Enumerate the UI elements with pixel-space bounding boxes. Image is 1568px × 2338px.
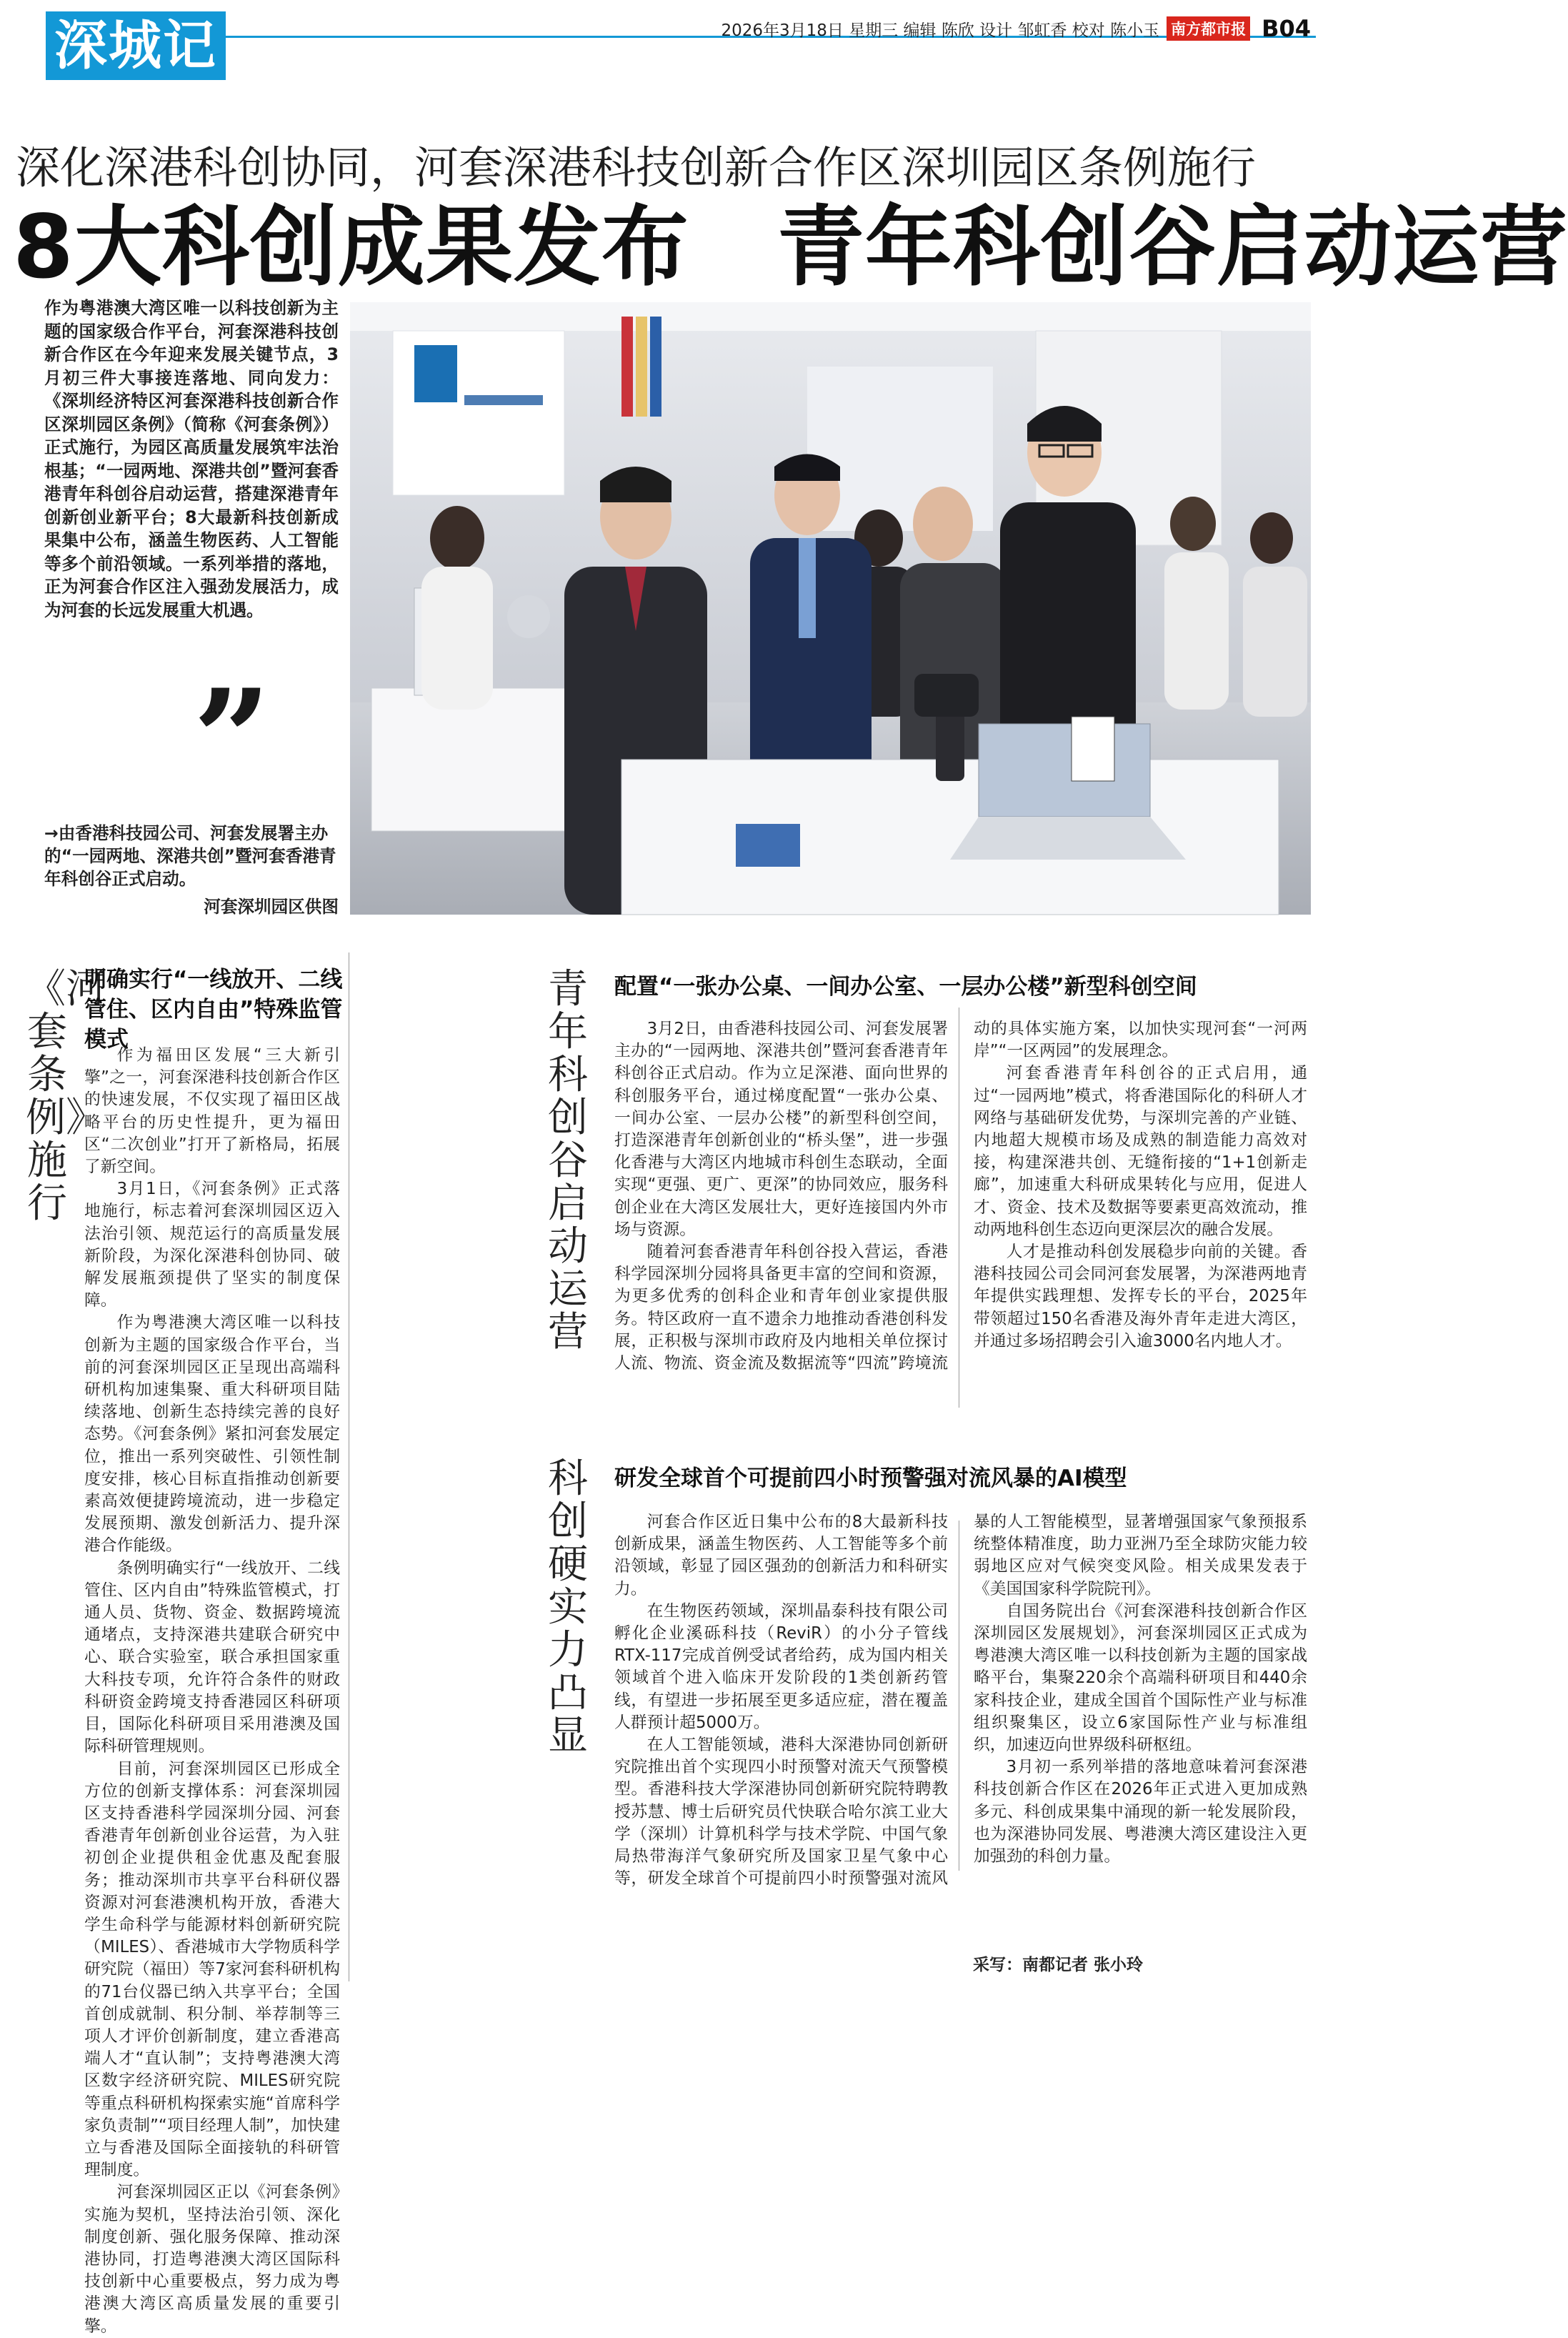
paragraph: 河套香港青年科创谷的正式启用，通过“一园两地”模式，将香港国际化的科研人才网络与基础研发优势，与深圳完善的产业链、内地超大规模市场及成熟的制造能力高效对接，构建深港共创、无缝衔接的“1+1创新走廊”，加速重大科研成果转化与应用，促进人才、资金、技术及数据等要素更高效流动，推动两地科创生态迈向更深层次的融合发展。 — [974, 1064, 1307, 1239]
paper-logo: 南方都市报 — [1167, 16, 1250, 41]
paragraph: 作为福田区发展“三大新引擎”之一，河套深港科技创新合作区的快速发展，不仅实现了福田区战略平台的历史性提升，更为福田区“二次创业”打开了新格局，拓展了新空间。 — [84, 1046, 340, 1177]
section-title: 明确实行“一线放开、二线管住、区内自由”特殊监管模式 — [84, 967, 343, 1053]
section-title: 配置“一张办公桌、一间办公室、一层办公楼”新型科创空间 — [614, 974, 1197, 1000]
side-label: 《河套条例》施行 — [26, 966, 106, 1227]
paragraph: 3月初一系列举措的落地意味着河套深港科技创新合作区在2026年正式进入更加成熟多元、科创成果集中涌现的新一轮发展阶段，也为深港协同发展、粤港澳大湾区建设注入更加强劲的科创力量。 — [974, 1758, 1307, 1866]
paragraph: 目前，河套深圳园区已形成全方位的创新支撑体系：河套深圳园区支持香港科学园深圳分园、河套香港青年创新创业谷运营，为入驻初创企业提供租金优惠及配套服务；推动深圳市共享平台科研仪器资源对河套港澳机构开放，香港大学生命科学与能源材料创新研究院（MILES）、香港城市大学物质科学研究院（福田）等7家河套科研机构的71台仪器已纳入共享平台；全国首创成就制、积分制、举荐制等三项人才评价创新制度，建立香港高端人才“直认制”；支持粤港澳大湾区数字经济研究院、MILES研究院等重点科研机构探索实施“首席科学家负责制”“项目经理人制”，加快建立与香港及国际全面接轨的科研管理制度。 — [84, 1759, 340, 2180]
photo-credit: 河套深圳园区供图 — [204, 897, 339, 917]
paragraph: 3月1日，《河套条例》正式落地施行，标志着河套深圳园区迈入法治引领、规范运行的高质量发展新阶段，为深化深港科创协同、破解发展瓶颈提供了坚实的制度保障。 — [84, 1180, 340, 1310]
section-tag: 深城记 — [46, 11, 226, 80]
paragraph: 作为粤港澳大湾区唯一以科技创新为主题的国家级合作平台，当前的河套深圳园区正呈现出高端科研机构加速集聚、重大科研项目陆续落地、创新生态持续完善的良好态势。《河套条例》紧扣河套发展定位，推出一系列突破性、引领性制度安排，核心目标直指推动创新要素高效便捷跨境流动，进一步稳定发展预期、激发创新活力、提升深港合作能级。 — [84, 1313, 340, 1556]
quote-mark-icon: ” — [193, 660, 257, 819]
paragraph: 人才是推动科创发展稳步向前的关键。香港科技园公司会同河套发展署，为深港两地青年提供实践理想、发挥专长的平台，2025年带领超过150名香港及海外青年走进大湾区，并通过多场招聘会引入逾3000名内地人才。 — [974, 1243, 1307, 1350]
headline: 8大科创成果发布 青年科创谷启动运营 — [13, 197, 1568, 298]
header-meta — [721, 14, 1311, 43]
section-title: 研发全球首个可提前四小时预警强对流风暴的AI模型 — [614, 1466, 1127, 1491]
side-label: 青年科创谷启动运营 — [548, 966, 588, 1355]
side-label: 科创硬实力凸显 — [548, 1456, 588, 1759]
paragraph: 河套合作区近日集中公布的8大最新科技创新成果，涵盖生物医药、人工智能等多个前沿领域，彰显了园区强劲的创新活力和科研实力。 — [614, 1513, 948, 1598]
byline: 采写：南都记者 张小玲 — [973, 1956, 1144, 1974]
news-photo — [350, 302, 1311, 915]
paragraph: 3月2日，由香港科技园公司、河套发展署主办的“一园两地、深港共创”暨河套香港青年科创谷正式启动。作为立足深港、面向世界的科创服务平台，通过梯度配置“一张办公桌、一间办公室、一层办公楼”的新型科创空间，打造深港青年创新创业的“桥头堡”，进一步强化香港与大湾区内地城市科创生态联动，全面实现“更强、更广、更深”的协同效应，服务科创企业在大湾区发展壮大，更好连接国内外市场与资源。 — [614, 1020, 948, 1239]
paragraph: 随着河套香港青年科创谷投入营运，香港科学园深圳分园将具备更丰富的空间和资源，为更多优秀的创科企业和青年创业家提供服务。特区政府一直不遗余力地推动香港创科发展，正积极与深圳市政府及内地相关单位探讨人流、物流、资金流及数据流等“四流”跨境流动的具体实施方案，以加快实现河套“一河两岸”“一区两园”的发展理念。 — [614, 1020, 1307, 1373]
paragraph: 在生物医药领域，深圳晶泰科技有限公司孵化企业溪砾科技（ReviR）的小分子管线RTX-117完成首例受试者给药，成为国内相关领域首个进入临床开发阶段的1类创新药管线，有望进一步拓展至更多适应症，潜在覆盖人群预计超5000万。 — [614, 1601, 948, 1732]
paragraph: 自国务院出台《河套深港科技创新合作区深圳园区发展规划》，河套深圳园区正式成为粤港澳大湾区唯一以科技创新为主题的国家战略平台，集聚220余个高端科研项目和440余家科技企业，建成全国首个国际性产业与标准组织聚集区，设立6家国际性产业与标准组织，加速迈向世界级科研枢纽。 — [974, 1601, 1307, 1755]
issue-meta: 2026年3月18日 星期三 编辑 陈欣 设计 邹虹香 校对 陈小玉 — [721, 21, 1160, 40]
article-columns — [614, 1511, 1307, 1919]
paragraph: 河套深圳园区正以《河套条例》实施为契机，坚持法治引领、深化制度创新、强化服务保障、推动深港协同，打造粤港澳大湾区国际科技创新中心重要极点，努力成为粤港澳大湾区高质量发展的重要引擎。 — [84, 2183, 340, 2336]
article-columns — [614, 1018, 1307, 1418]
subheadline: 深化深港科创协同，河套深港科技创新合作区深圳园区条例施行 — [16, 141, 1257, 194]
article-column — [84, 1045, 340, 2338]
page-number: B04 — [1262, 15, 1311, 42]
paragraph: 在人工智能领域，港科大深港协同创新研究院推出首个实现四小时预警对流天气预警模型。香港科技大学深港协同创新研究院特聘教授苏慧、博士后研究员代快联合哈尔滨工业大学（深圳）计算机科学与技术学院、中国气象局热带海洋气象研究所及国家卫星气象中心等，研发全球首个可提前四小时预警强对流风暴的人工智能模型，显著增强国家气象预报系统整体精准度，助力亚洲乃至全球防灾能力较弱地区应对气候突变风险。相关成果发表于《美国国家科学院院刊》。 — [614, 1513, 1307, 1889]
lead-paragraph: 作为粤港澳大湾区唯一以科技创新为主题的国家级合作平台，河套深港科技创新合作区在今年迎来发展关键节点，3月初三件大事接连落地、同向发力：《深圳经济特区河套深港科技创新合作区深圳园区条例》（简称《河套条例》）正式施行，为园区高质量发展筑牢法治根基；“一园两地、深港共创”暨河套香港青年科创谷启动运营，搭建深港青年创新创业新平台；8大最新科技创新成果集中公布，涵盖生物医药、人工智能等多个前沿领域。一系列举措的落地，正为河套合作区注入强劲发展活力，成为河套的长远发展重大机遇。 — [44, 298, 339, 620]
photo-caption: →由香港科技园公司、河套发展署主办的“一园两地、深港共创”暨河套香港青年科创谷正式启动。 — [44, 823, 336, 889]
paragraph: 条例明确实行“一线放开、二线管住、区内自由”特殊监管模式，打通人员、货物、资金、数据跨境流通堵点，支持深港共建联合研究中心、联合实验室，联合承担国家重大科技专项，允许符合条件的财政科研资金跨境支持香港园区科研项目，国际化科研项目采用港澳及国际科研管理规则。 — [84, 1558, 340, 1756]
